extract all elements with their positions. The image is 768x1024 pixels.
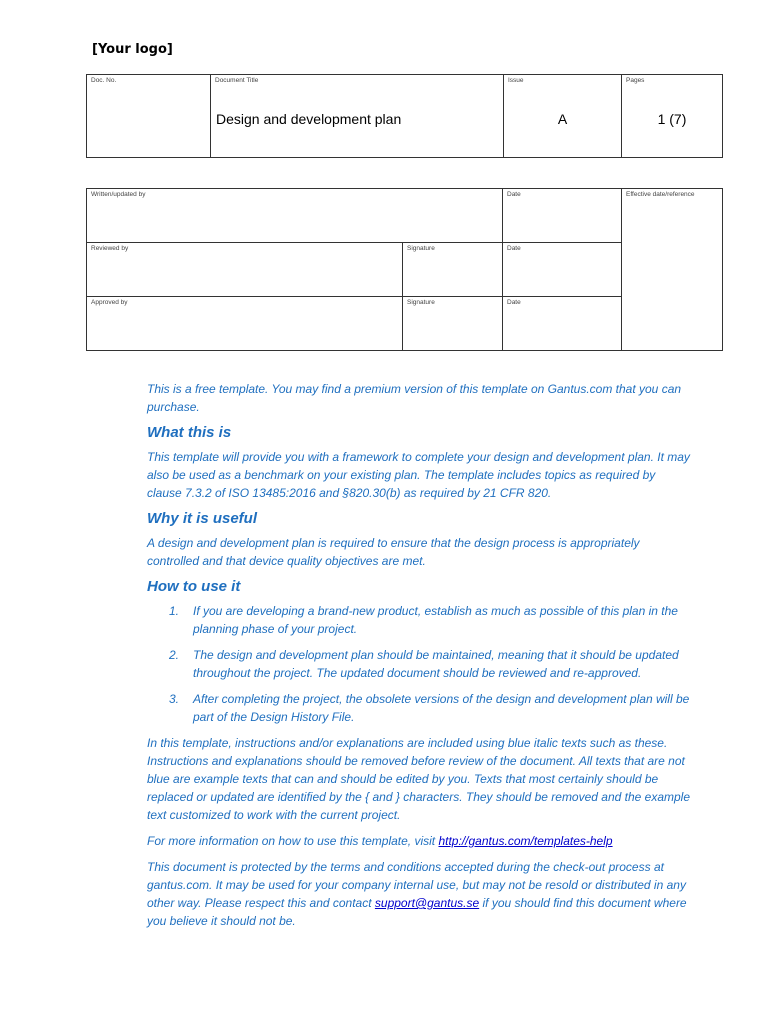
step-text: After completing the project, the obsolete versions of the design and development plan will be part of the Design History File.	[193, 692, 690, 724]
approved-by-cell	[87, 297, 403, 351]
protection-paragraph	[147, 858, 692, 930]
approved-signature-label: Signature	[407, 299, 435, 306]
approved-signature-cell	[403, 297, 503, 351]
protection-text: This document is protected by the terms and conditions accepted during the check-out process at gantus.com. It may be used for your company internal use, but may not be resold or distributed in any other way. Please respect this and contact	[147, 860, 686, 910]
document-title-cell	[211, 75, 504, 158]
what-heading: What this is	[147, 424, 232, 441]
document-header-table	[86, 74, 723, 158]
written-date-label: Date	[507, 191, 521, 198]
pages-label: Pages	[626, 77, 645, 84]
issue-value: A	[557, 111, 568, 127]
more-info-paragraph	[147, 832, 692, 850]
reviewed-date-cell	[503, 243, 622, 297]
reviewed-signature-label: Signature	[407, 245, 435, 252]
templates-help-link[interactable]: http://gantus.com/templates-help	[438, 834, 613, 848]
effective-date-cell	[622, 189, 723, 351]
document-title-label: Document Title	[215, 77, 259, 84]
approval-table	[86, 188, 723, 351]
list-item	[147, 646, 692, 682]
step-number: 1.	[169, 604, 180, 618]
document-title-value: Design and development plan	[216, 111, 402, 127]
step-text: If you are developing a brand-new product, establish as much as possible of this plan in the planning phase of your project.	[193, 604, 678, 636]
intro-paragraph: This is a free template. You may find a premium version of this template on Gantus.com that you can purchase.	[147, 382, 682, 414]
protection-text-end: if you should find this document where you believe it should not be.	[147, 896, 687, 928]
reviewed-date-label: Date	[507, 245, 521, 252]
step-number: 2.	[169, 648, 180, 662]
support-email-link[interactable]: support@gantus.se	[374, 896, 480, 910]
issue-cell	[504, 75, 622, 158]
written-date-cell	[503, 189, 622, 243]
effective-date-label: Effective date/reference	[626, 191, 695, 198]
step-text: The design and development plan should be maintained, meaning that it should be updated throughout the project. The updated document should be reviewed and re-approved.	[193, 648, 679, 680]
doc-no-cell	[87, 75, 211, 158]
pages-cell	[622, 75, 723, 158]
what-paragraph: This template will provide you with a framework to complete your design and development plan. It may also be used as a benchmark on your existing plan. The template includes topics as required by clause 7.3.2 of ISO 13485:2016 and §820.30(b) as required by 21 CFR 820.	[147, 450, 690, 500]
written-by-label: Written/updated by	[91, 191, 146, 198]
approved-date-cell	[503, 297, 622, 351]
why-paragraph: A design and development plan is required to ensure that the design process is appropriately controlled and that device quality objectives are met.	[147, 536, 640, 568]
why-heading: Why it is useful	[147, 510, 258, 527]
issue-label: Issue	[508, 77, 524, 84]
instructions-paragraph: In this template, instructions and/or explanations are included using blue italic texts such as these. Instructions and explanations should be removed before review of the document. All texts that are not blue are example texts that can and should be edited by you. Texts that most certainly should be replaced or updated are identified by the { and } characters. They should be removed and the example text customized to work with the current project.	[147, 736, 691, 822]
list-item	[147, 602, 692, 638]
reviewed-by-label: Reviewed by	[91, 245, 129, 252]
pages-value: 1 (7)	[657, 111, 687, 127]
list-item	[147, 690, 692, 726]
logo-placeholder: [Your logo]	[92, 42, 173, 57]
template-instructions	[147, 380, 692, 938]
approved-date-label: Date	[507, 299, 521, 306]
reviewed-signature-cell	[403, 243, 503, 297]
more-info-text: For more information on how to use this template, visit	[147, 834, 439, 848]
step-number: 3.	[169, 692, 180, 706]
how-heading: How to use it	[147, 578, 241, 595]
steps-list	[147, 602, 692, 726]
reviewed-by-cell	[87, 243, 403, 297]
written-by-cell	[87, 189, 503, 243]
doc-no-label: Doc. No.	[91, 77, 117, 84]
approved-by-label: Approved by	[91, 299, 128, 306]
